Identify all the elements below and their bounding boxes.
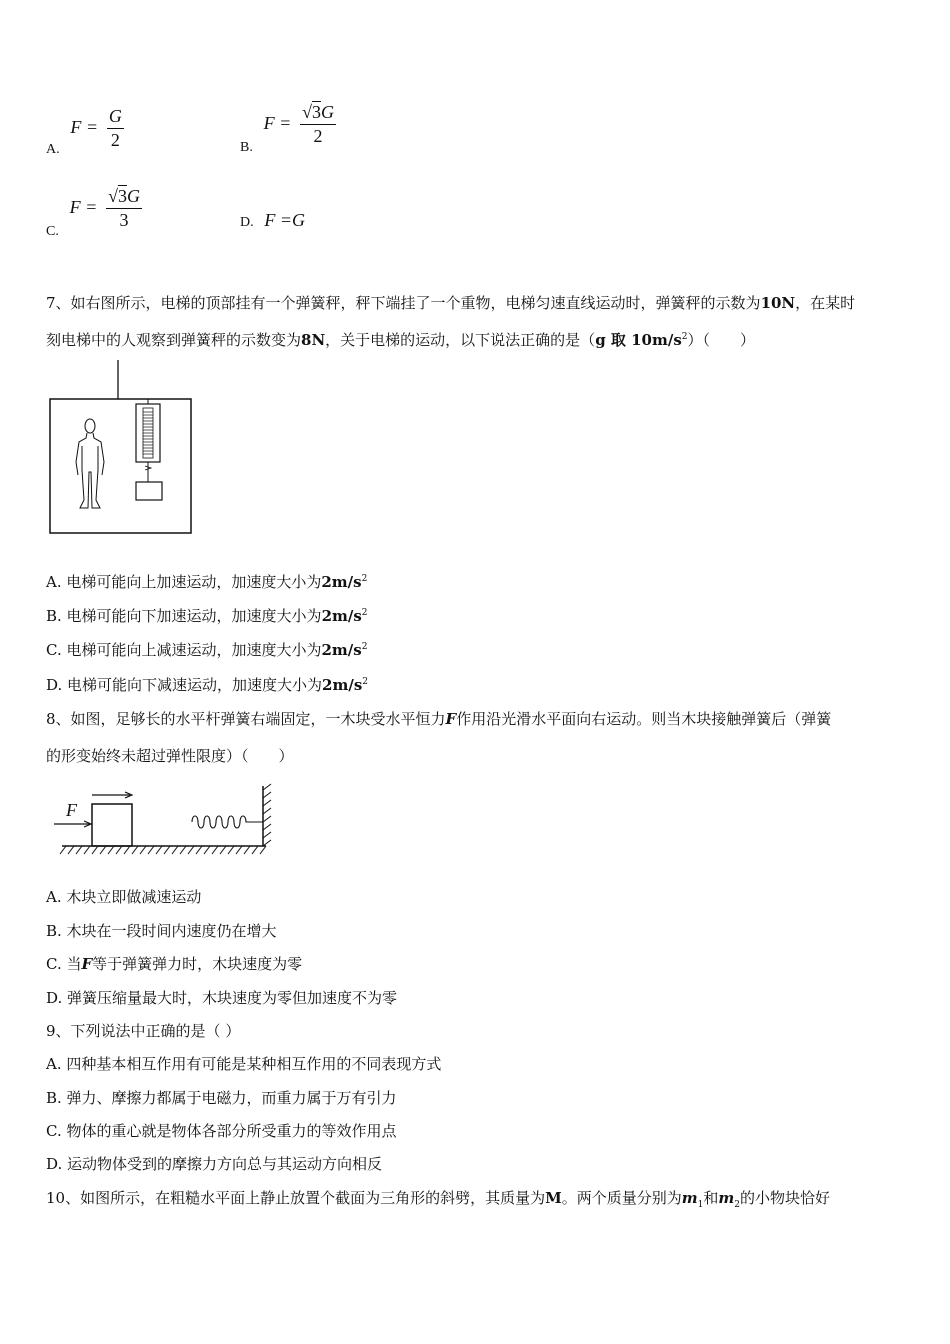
text: 10、如图所示，在粗糙水平面上静止放置个截面为三角形的斜劈，其质量为 <box>46 1189 546 1207</box>
subscript: 1 <box>697 1200 704 1210</box>
fraction-denominator: 2 <box>110 130 120 150</box>
value: 10N <box>760 294 796 312</box>
value: 2m/s <box>321 573 362 591</box>
wood-block <box>92 804 132 846</box>
option-label: B. <box>240 139 253 155</box>
q6-option-c <box>46 186 142 239</box>
exponent: 2 <box>361 608 368 618</box>
option-label: A. <box>46 141 60 157</box>
text: ，关于电梯的运动，以下说法正确的是（ <box>325 331 596 349</box>
exponent: 2 <box>681 332 688 342</box>
text: B. 电梯可能向下加速运动，加速度大小为 <box>46 607 322 625</box>
q7-stem-line1 <box>46 293 855 313</box>
fraction-denominator: 2 <box>313 126 323 146</box>
value: 2m/s <box>321 607 362 625</box>
text: 7、如右图所示，电梯的顶部挂有一个弹簧秤，秤下端挂了一个重物，电梯匀速直线运动时，弹簧秤的示数为 <box>46 294 761 312</box>
text: 8、如图，足够长的水平杆弹簧右端固定，一木块受水平恒力 <box>46 710 446 728</box>
fraction-numerator <box>300 102 336 125</box>
value: 2m/s <box>322 676 363 694</box>
value: 8N <box>301 331 326 349</box>
g-value: g 取 10m/s <box>595 331 682 349</box>
q7-option-d <box>46 675 368 695</box>
q10-stem-line1 <box>46 1188 830 1208</box>
text: C. 当 <box>46 955 82 973</box>
weight-block <box>136 482 162 500</box>
m2-symbol: m <box>718 1189 735 1207</box>
subscript: 2 <box>734 1200 740 1210</box>
exponent: 2 <box>361 574 368 584</box>
fraction <box>106 186 142 231</box>
q6-option-a <box>46 106 124 157</box>
option-expr: F =G <box>264 210 306 230</box>
q7-option-a <box>46 572 367 592</box>
variable: G <box>126 186 140 206</box>
text: 等于弹簧弹力时，木块速度为零 <box>92 955 303 973</box>
text: C. 电梯可能向上减速运动，加速度大小为 <box>46 641 322 659</box>
q9-option-d: D. 运动物体受到的摩擦力方向总与其运动方向相反 <box>46 1155 383 1173</box>
q8-stem-line1 <box>46 709 831 729</box>
force-symbol: F <box>81 955 93 973</box>
option-label: D. <box>240 215 254 230</box>
figure-force-label: F <box>66 800 77 820</box>
mass-symbol: M <box>545 1189 562 1207</box>
exponent: 2 <box>362 677 368 687</box>
option-label: C. <box>46 223 59 239</box>
exponent: 2 <box>361 642 368 652</box>
value: 2m/s <box>321 641 362 659</box>
q6-option-d <box>240 210 305 231</box>
q6-option-b <box>240 102 336 155</box>
fraction-numerator: G <box>107 106 124 129</box>
q9-option-a: A. 四种基本相互作用有可能是某种相互作用的不同表现方式 <box>46 1055 442 1073</box>
q8-option-a: A. 木块立即做减速运动 <box>46 888 202 906</box>
q8-option-d: D. 弹簧压缩量最大时，木块速度为零但加速度不为零 <box>46 989 398 1007</box>
m1-symbol: m <box>681 1189 698 1207</box>
q9-option-c: C. 物体的重心就是物体各部分所受重力的等效作用点 <box>46 1122 397 1140</box>
option-lhs: F = <box>70 116 99 137</box>
text: ）（ ） <box>687 331 756 349</box>
fraction-numerator <box>106 186 142 209</box>
sqrt-symbol: √ <box>108 186 118 206</box>
radicand: 3 <box>311 102 321 122</box>
person-icon <box>76 419 104 508</box>
spring <box>192 816 263 828</box>
force-symbol: F <box>445 710 457 728</box>
option-lhs: F = <box>69 196 98 217</box>
option-lhs: F = <box>263 112 292 133</box>
text: 刻电梯中的人观察到弹簧秤的示数变为 <box>46 331 302 349</box>
sqrt-symbol: √ <box>302 102 312 122</box>
text: 。两个质量分别为 <box>561 1189 682 1207</box>
spring-block-figure <box>52 780 277 860</box>
radicand: 3 <box>117 186 127 206</box>
q7-option-c <box>46 640 367 660</box>
text: D. 电梯可能向下减速运动，加速度大小为 <box>46 676 323 694</box>
fraction-denominator: 3 <box>119 210 129 230</box>
q9-stem: 9、下列说法中正确的是（ ） <box>46 1022 241 1040</box>
q9-option-b: B. 弹力、摩擦力都属于电磁力，而重力属于万有引力 <box>46 1089 397 1107</box>
text: 的小物块恰好 <box>739 1189 830 1207</box>
text: 和 <box>703 1189 719 1207</box>
q7-option-b <box>46 606 368 626</box>
variable: G <box>320 102 334 122</box>
text: A. 电梯可能向上加速运动，加速度大小为 <box>46 573 322 591</box>
q8-option-b: B. 木块在一段时间内速度仍在增大 <box>46 922 277 940</box>
q8-option-c <box>46 954 302 974</box>
q7-stem-line2 <box>46 330 755 350</box>
fraction <box>107 106 124 151</box>
q8-stem-line2: 的形变始终未超过弹性限度）（ ） <box>46 747 294 765</box>
text: 作用沿光滑水平面向右运动。则当木块接触弹簧后（弹簧 <box>456 710 832 728</box>
text: ，在某时 <box>795 294 856 312</box>
elevator-figure <box>44 360 199 540</box>
fraction <box>300 102 336 147</box>
